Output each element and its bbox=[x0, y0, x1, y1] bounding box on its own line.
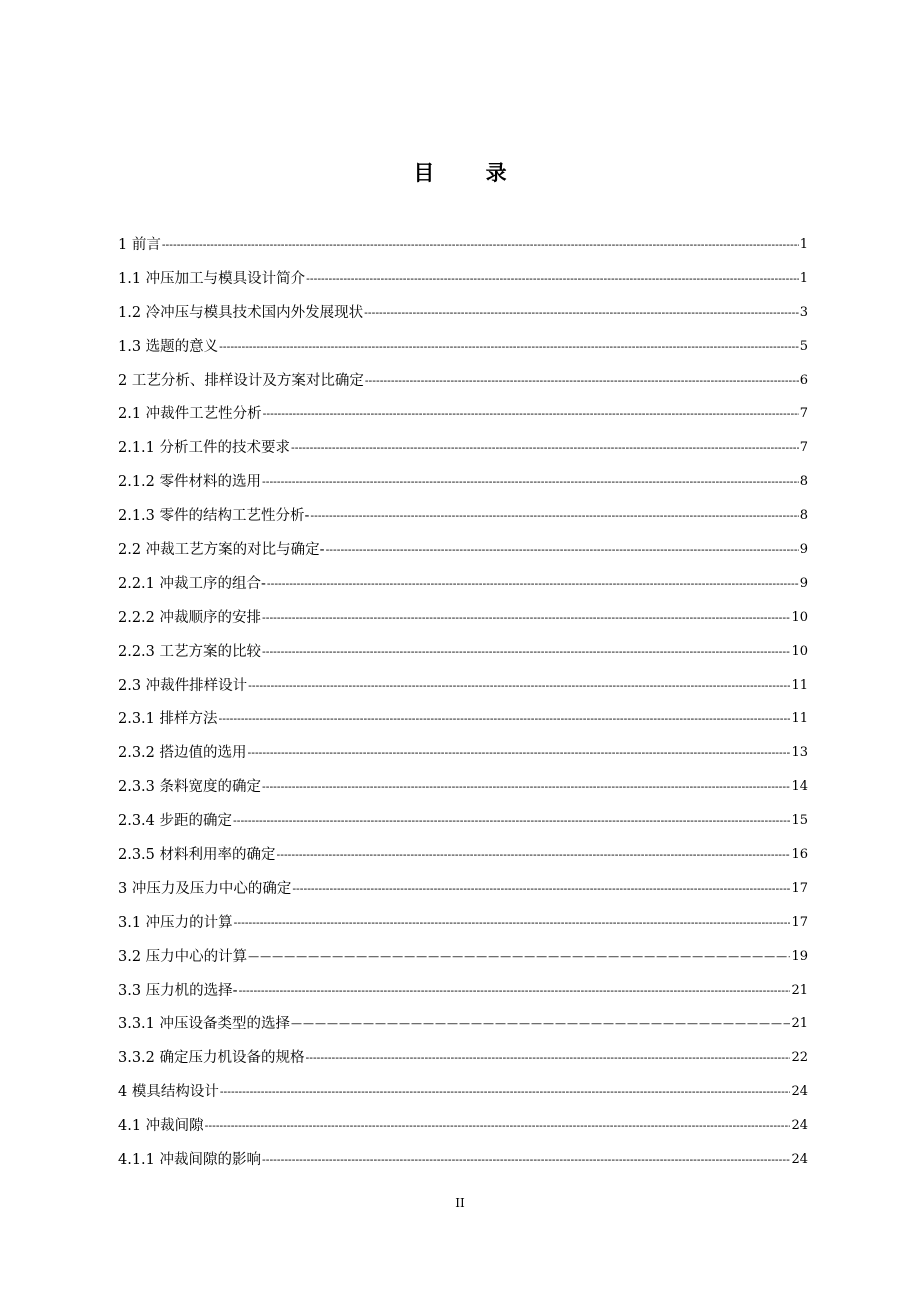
toc-entry[interactable] bbox=[118, 669, 808, 703]
toc-entry-page: 7 bbox=[799, 440, 808, 456]
toc-dot-leader bbox=[262, 642, 790, 662]
toc-entry[interactable] bbox=[118, 804, 808, 838]
toc-entry-page: 6 bbox=[799, 372, 808, 388]
toc-entry[interactable] bbox=[118, 770, 808, 804]
toc-dot-leader bbox=[291, 438, 799, 458]
toc-entry-page: 24 bbox=[791, 1151, 808, 1167]
toc-entry-page: 17 bbox=[791, 914, 808, 930]
toc-entry-page: 17 bbox=[791, 880, 808, 896]
toc-entry-page: 1 bbox=[799, 270, 808, 286]
toc-dot-leader bbox=[219, 709, 791, 729]
toc-dot-leader bbox=[267, 574, 799, 594]
toc-entry-title: 2.3.3 条料宽度的确定 bbox=[118, 779, 262, 796]
toc-entry[interactable] bbox=[118, 736, 808, 770]
toc-dot-leader bbox=[248, 947, 790, 967]
toc-entry[interactable] bbox=[118, 499, 808, 533]
toc-entry-page: 10 bbox=[791, 643, 808, 659]
toc-entry-title: 4 模具结构设计 bbox=[118, 1084, 219, 1101]
toc-entry-page: 10 bbox=[791, 609, 808, 625]
toc-dot-leader bbox=[364, 303, 799, 323]
toc-entry[interactable] bbox=[118, 1143, 808, 1177]
toc-entry-page: 11 bbox=[791, 711, 808, 727]
toc-entry-page: 19 bbox=[791, 948, 808, 964]
toc-entry-title: 3.2 压力中心的计算 bbox=[118, 948, 248, 965]
toc-entry[interactable] bbox=[118, 1041, 808, 1075]
toc-entry-page: 16 bbox=[791, 846, 808, 862]
toc-entry-title: 2.3.5 材料利用率的确定 bbox=[118, 846, 276, 863]
page-title: 目 录 bbox=[413, 161, 529, 185]
toc-dot-leader bbox=[233, 811, 790, 831]
toc-entry[interactable] bbox=[118, 364, 808, 398]
toc-dot-leader bbox=[262, 777, 790, 797]
toc-entry[interactable] bbox=[118, 940, 808, 974]
toc-dot-leader bbox=[248, 676, 790, 696]
toc-dot-leader bbox=[277, 845, 791, 865]
toc-entry[interactable] bbox=[118, 974, 808, 1008]
table-of-contents bbox=[118, 228, 808, 1177]
toc-dot-leader bbox=[263, 404, 799, 424]
toc-entry-title: 3.3.1 冲压设备类型的选择 bbox=[118, 1016, 291, 1033]
toc-entry-title: 3 冲压力及压力中心的确定 bbox=[118, 880, 292, 897]
toc-entry-page: 5 bbox=[799, 338, 808, 354]
toc-entry[interactable] bbox=[118, 1007, 808, 1041]
toc-entry-title: 1.1 冲压加工与模具设计简介 bbox=[118, 270, 306, 287]
toc-entry[interactable] bbox=[118, 601, 808, 635]
toc-entry-title: 2.3.2 搭边值的选用 bbox=[118, 745, 247, 762]
toc-entry-title: 1.3 选题的意义 bbox=[118, 338, 219, 355]
toc-dot-leader bbox=[248, 743, 791, 763]
toc-dot-leader bbox=[262, 1150, 790, 1170]
toc-entry-title: 2.3.1 排样方法 bbox=[118, 711, 218, 728]
toc-entry-page: 24 bbox=[791, 1084, 808, 1100]
toc-entry[interactable] bbox=[118, 872, 808, 906]
toc-entry-title: 2.1.3 零件的结构工艺性分析- bbox=[118, 508, 310, 525]
toc-dot-leader bbox=[306, 1048, 791, 1068]
toc-dot-leader bbox=[262, 472, 799, 492]
toc-entry-title: 4.1 冲裁间隙 bbox=[118, 1118, 204, 1135]
toc-entry-title: 2.2 冲裁工艺方案的对比与确定- bbox=[118, 541, 325, 558]
toc-entry[interactable] bbox=[118, 635, 808, 669]
toc-entry[interactable] bbox=[118, 838, 808, 872]
toc-dot-leader bbox=[310, 506, 798, 526]
toc-entry[interactable] bbox=[118, 397, 808, 431]
toc-entry[interactable] bbox=[118, 262, 808, 296]
toc-dot-leader bbox=[234, 913, 791, 933]
toc-dot-leader bbox=[239, 981, 791, 1001]
toc-dot-leader bbox=[292, 879, 790, 899]
toc-entry-title: 2 工艺分析、排样设计及方案对比确定 bbox=[118, 372, 364, 389]
toc-entry-page: 1 bbox=[799, 236, 808, 252]
toc-entry-title: 2.1.1 分析工件的技术要求 bbox=[118, 440, 291, 457]
page-number: II bbox=[455, 1196, 465, 1210]
toc-entry[interactable] bbox=[118, 330, 808, 364]
toc-entry[interactable] bbox=[118, 1075, 808, 1109]
toc-entry-title: 1.2 冷冲压与模具技术国内外发展现状 bbox=[118, 304, 364, 321]
toc-entry-title: 2.2.1 冲裁工序的组合- bbox=[118, 575, 266, 592]
toc-entry-title: 2.2.3 工艺方案的比较 bbox=[118, 643, 262, 660]
toc-dot-leader bbox=[306, 269, 799, 289]
toc-entry-page: 14 bbox=[791, 779, 808, 795]
toc-entry-title: 2.2.2 冲裁顺序的安排 bbox=[118, 609, 262, 626]
toc-entry[interactable] bbox=[118, 1109, 808, 1143]
toc-entry-page: 8 bbox=[799, 474, 808, 490]
toc-entry[interactable] bbox=[118, 702, 808, 736]
toc-dot-leader bbox=[291, 1014, 790, 1034]
toc-dot-leader bbox=[326, 540, 799, 560]
toc-entry-page: 7 bbox=[799, 406, 808, 422]
toc-entry[interactable] bbox=[118, 431, 808, 465]
toc-dot-leader bbox=[205, 1116, 791, 1136]
toc-entry-title: 2.1.2 零件材料的选用 bbox=[118, 474, 262, 491]
toc-entry[interactable] bbox=[118, 533, 808, 567]
toc-entry-page: 21 bbox=[791, 982, 808, 998]
toc-entry-title: 3.3.2 确定压力机设备的规格 bbox=[118, 1050, 305, 1067]
toc-entry-page: 8 bbox=[799, 508, 808, 524]
toc-entry-page: 3 bbox=[799, 304, 808, 320]
toc-entry-page: 9 bbox=[799, 541, 808, 557]
toc-dot-leader bbox=[220, 1082, 791, 1102]
toc-entry-title: 2.3 冲裁件排样设计 bbox=[118, 677, 248, 694]
toc-entry[interactable] bbox=[118, 465, 808, 499]
toc-dot-leader bbox=[219, 337, 799, 357]
toc-entry[interactable] bbox=[118, 228, 808, 262]
toc-dot-leader bbox=[365, 371, 799, 391]
toc-dot-leader bbox=[162, 235, 799, 255]
toc-dot-leader bbox=[262, 608, 790, 628]
toc-entry[interactable] bbox=[118, 296, 808, 330]
toc-entry-title: 2.1 冲裁件工艺性分析 bbox=[118, 406, 262, 423]
toc-entry-page: 15 bbox=[791, 813, 808, 829]
toc-entry-page: 21 bbox=[791, 1016, 808, 1032]
toc-entry-title: 2.3.4 步距的确定 bbox=[118, 813, 233, 830]
toc-entry[interactable] bbox=[118, 906, 808, 940]
toc-entry-page: 24 bbox=[791, 1118, 808, 1134]
toc-entry-title: 1 前言 bbox=[118, 236, 161, 253]
toc-entry[interactable] bbox=[118, 567, 808, 601]
toc-entry-page: 9 bbox=[799, 575, 808, 591]
toc-entry-page: 13 bbox=[791, 745, 808, 761]
toc-entry-page: 11 bbox=[791, 677, 808, 693]
toc-entry-page: 22 bbox=[791, 1050, 808, 1066]
toc-entry-title: 3.1 冲压力的计算 bbox=[118, 914, 233, 931]
toc-entry-title: 4.1.1 冲裁间隙的影响 bbox=[118, 1151, 262, 1168]
toc-entry-title: 3.3 压力机的选择- bbox=[118, 982, 238, 999]
